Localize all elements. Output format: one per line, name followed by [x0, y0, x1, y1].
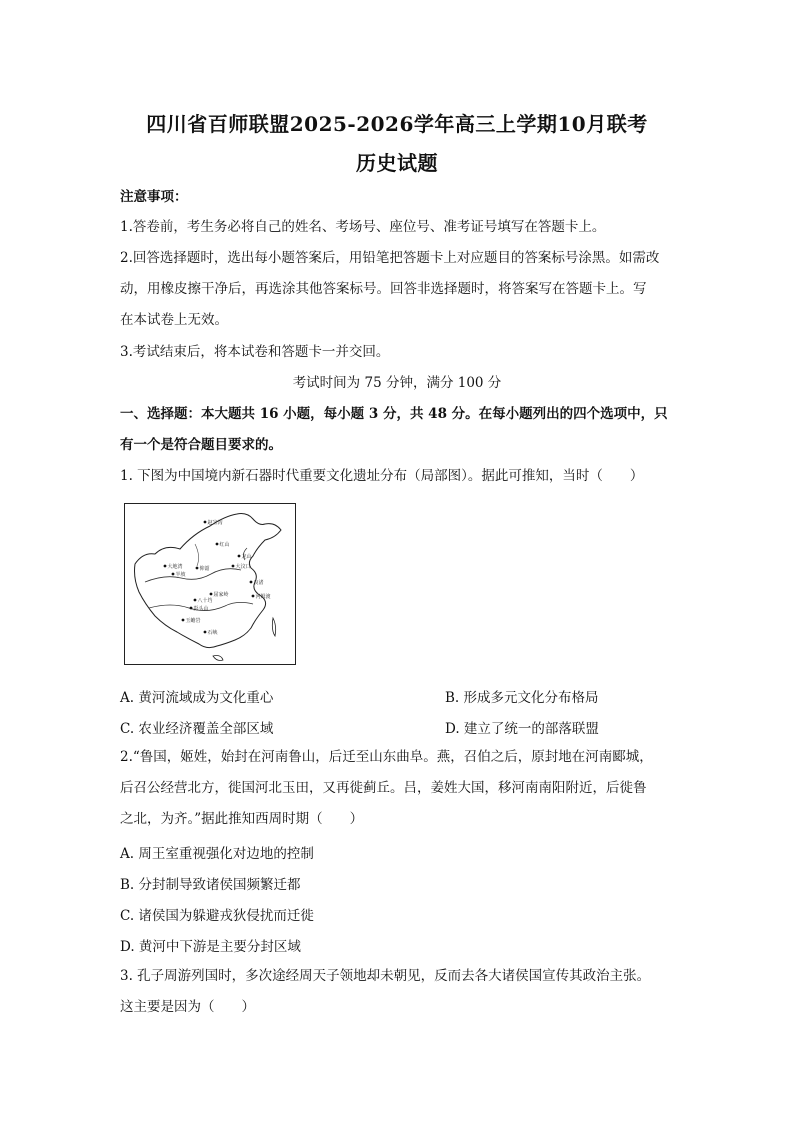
map-site-marker	[204, 631, 207, 634]
map-site-label: 红山	[219, 542, 230, 548]
map-site-label: 仰韶	[199, 566, 210, 572]
map-site-marker	[238, 555, 241, 558]
map-site-label: 良渚	[253, 580, 264, 586]
notice-heading: 注意事项：	[120, 189, 188, 205]
map-icon	[125, 504, 295, 664]
q1-option-c[interactable]: C. 农业经济覆盖全部区域	[120, 721, 274, 737]
section-1-line-1: 一、选择题：本大题共 16 小题，每小题 3 分，共 48 分。在每小题列出的四个选项中，只	[120, 406, 668, 422]
map-site-marker	[190, 607, 193, 610]
map-site-label: 河姆渡	[255, 594, 271, 600]
map-site-label: 龙山	[241, 554, 252, 560]
q3-stem-line-1: 3. 孔子周游列国时，多次途经周天子领地却未朝见，反而去各大诸侯国宣传其政治主张。	[120, 968, 651, 984]
map-site-marker	[232, 565, 235, 568]
q1-option-b[interactable]: B. 形成多元文化分布格局	[445, 690, 599, 706]
q2-option-a[interactable]: A. 周王室重视强化对边地的控制	[120, 846, 314, 862]
q1-stem: 1. 下图为中国境内新石器时代重要文化遗址分布（局部图）。据此可推知，当时（ ）	[120, 468, 644, 484]
notice-item-3: 3.考试结束后，将本试卷和答题卡一并交回。	[120, 344, 390, 360]
map-site-marker	[210, 593, 213, 596]
q2-option-c[interactable]: C. 诸侯国为躲避戎狄侵扰而迁徙	[120, 908, 314, 924]
q2-stem-line-1: 2.“鲁国，姬姓，始封在河南鲁山，后迁至山东曲阜。燕，召伯之后，原封地在河南郾城，	[120, 749, 653, 765]
section-1-line-2: 有一个是符合题目要求的。	[120, 437, 282, 453]
exam-subject: 历史试题	[356, 151, 438, 175]
neolithic-sites-map	[124, 503, 296, 665]
map-site-label: 玉蟾岩	[185, 618, 201, 624]
notice-item-2-line-1: 2.回答选择题时，选出每小题答案后，用铅笔把答题卡上对应题目的答案标号涂黑。如需改	[120, 250, 660, 266]
notice-item-2-line-3: 在本试卷上无效。	[120, 312, 228, 328]
map-site-marker	[164, 565, 167, 568]
notice-item-1: 1.答卷前，考生务必将自己的姓名、考场号、座位号、准考证号填写在答题卡上。	[120, 219, 606, 235]
q2-stem-line-3: 之北，为齐。”据此推知西周时期（ ）	[120, 811, 364, 827]
q1-option-d[interactable]: D. 建立了统一的部落联盟	[445, 721, 599, 737]
map-site-label: 大地湾	[167, 564, 183, 570]
notice-item-2-line-2: 动，用橡皮擦干净后，再选涂其他答案标号。回答非选择题时，将答案写在答题卡上。写	[120, 281, 647, 297]
map-site-marker	[204, 521, 207, 524]
exam-info: 考试时间为 75 分钟，满分 100 分	[292, 375, 502, 391]
q1-option-a[interactable]: A. 黄河流域成为文化重心	[120, 690, 274, 706]
map-site-marker	[250, 581, 253, 584]
map-site-marker	[194, 599, 197, 602]
map-site-marker	[252, 595, 255, 598]
map-site-label: 半坡	[175, 572, 186, 578]
q2-stem-line-2: 后召公经营北方，徙国河北玉田，又再徙蓟丘。吕，姜姓大国，移河南南阳附近，后徙鲁	[120, 780, 647, 796]
map-site-label: 赵宝沟	[207, 520, 223, 526]
exam-title: 四川省百师联盟2025-2026学年高三上学期10月联考	[146, 112, 648, 136]
q3-stem-line-2: 这主要是因为（ ）	[120, 999, 255, 1015]
map-site-marker	[172, 573, 175, 576]
map-site-label: 彭头山	[193, 606, 209, 612]
map-site-marker	[182, 619, 185, 622]
q2-option-d[interactable]: D. 黄河中下游是主要分封区域	[120, 939, 301, 955]
q2-option-b[interactable]: B. 分封制导致诸侯国频繁迁都	[120, 877, 301, 893]
map-site-label: 石峡	[207, 630, 218, 636]
map-site-marker	[216, 543, 219, 546]
map-site-label: 八十垱	[197, 598, 213, 604]
map-site-marker	[196, 567, 199, 570]
map-site-label: 屈家岭	[213, 592, 229, 598]
map-site-label: 大汶口	[235, 564, 251, 570]
